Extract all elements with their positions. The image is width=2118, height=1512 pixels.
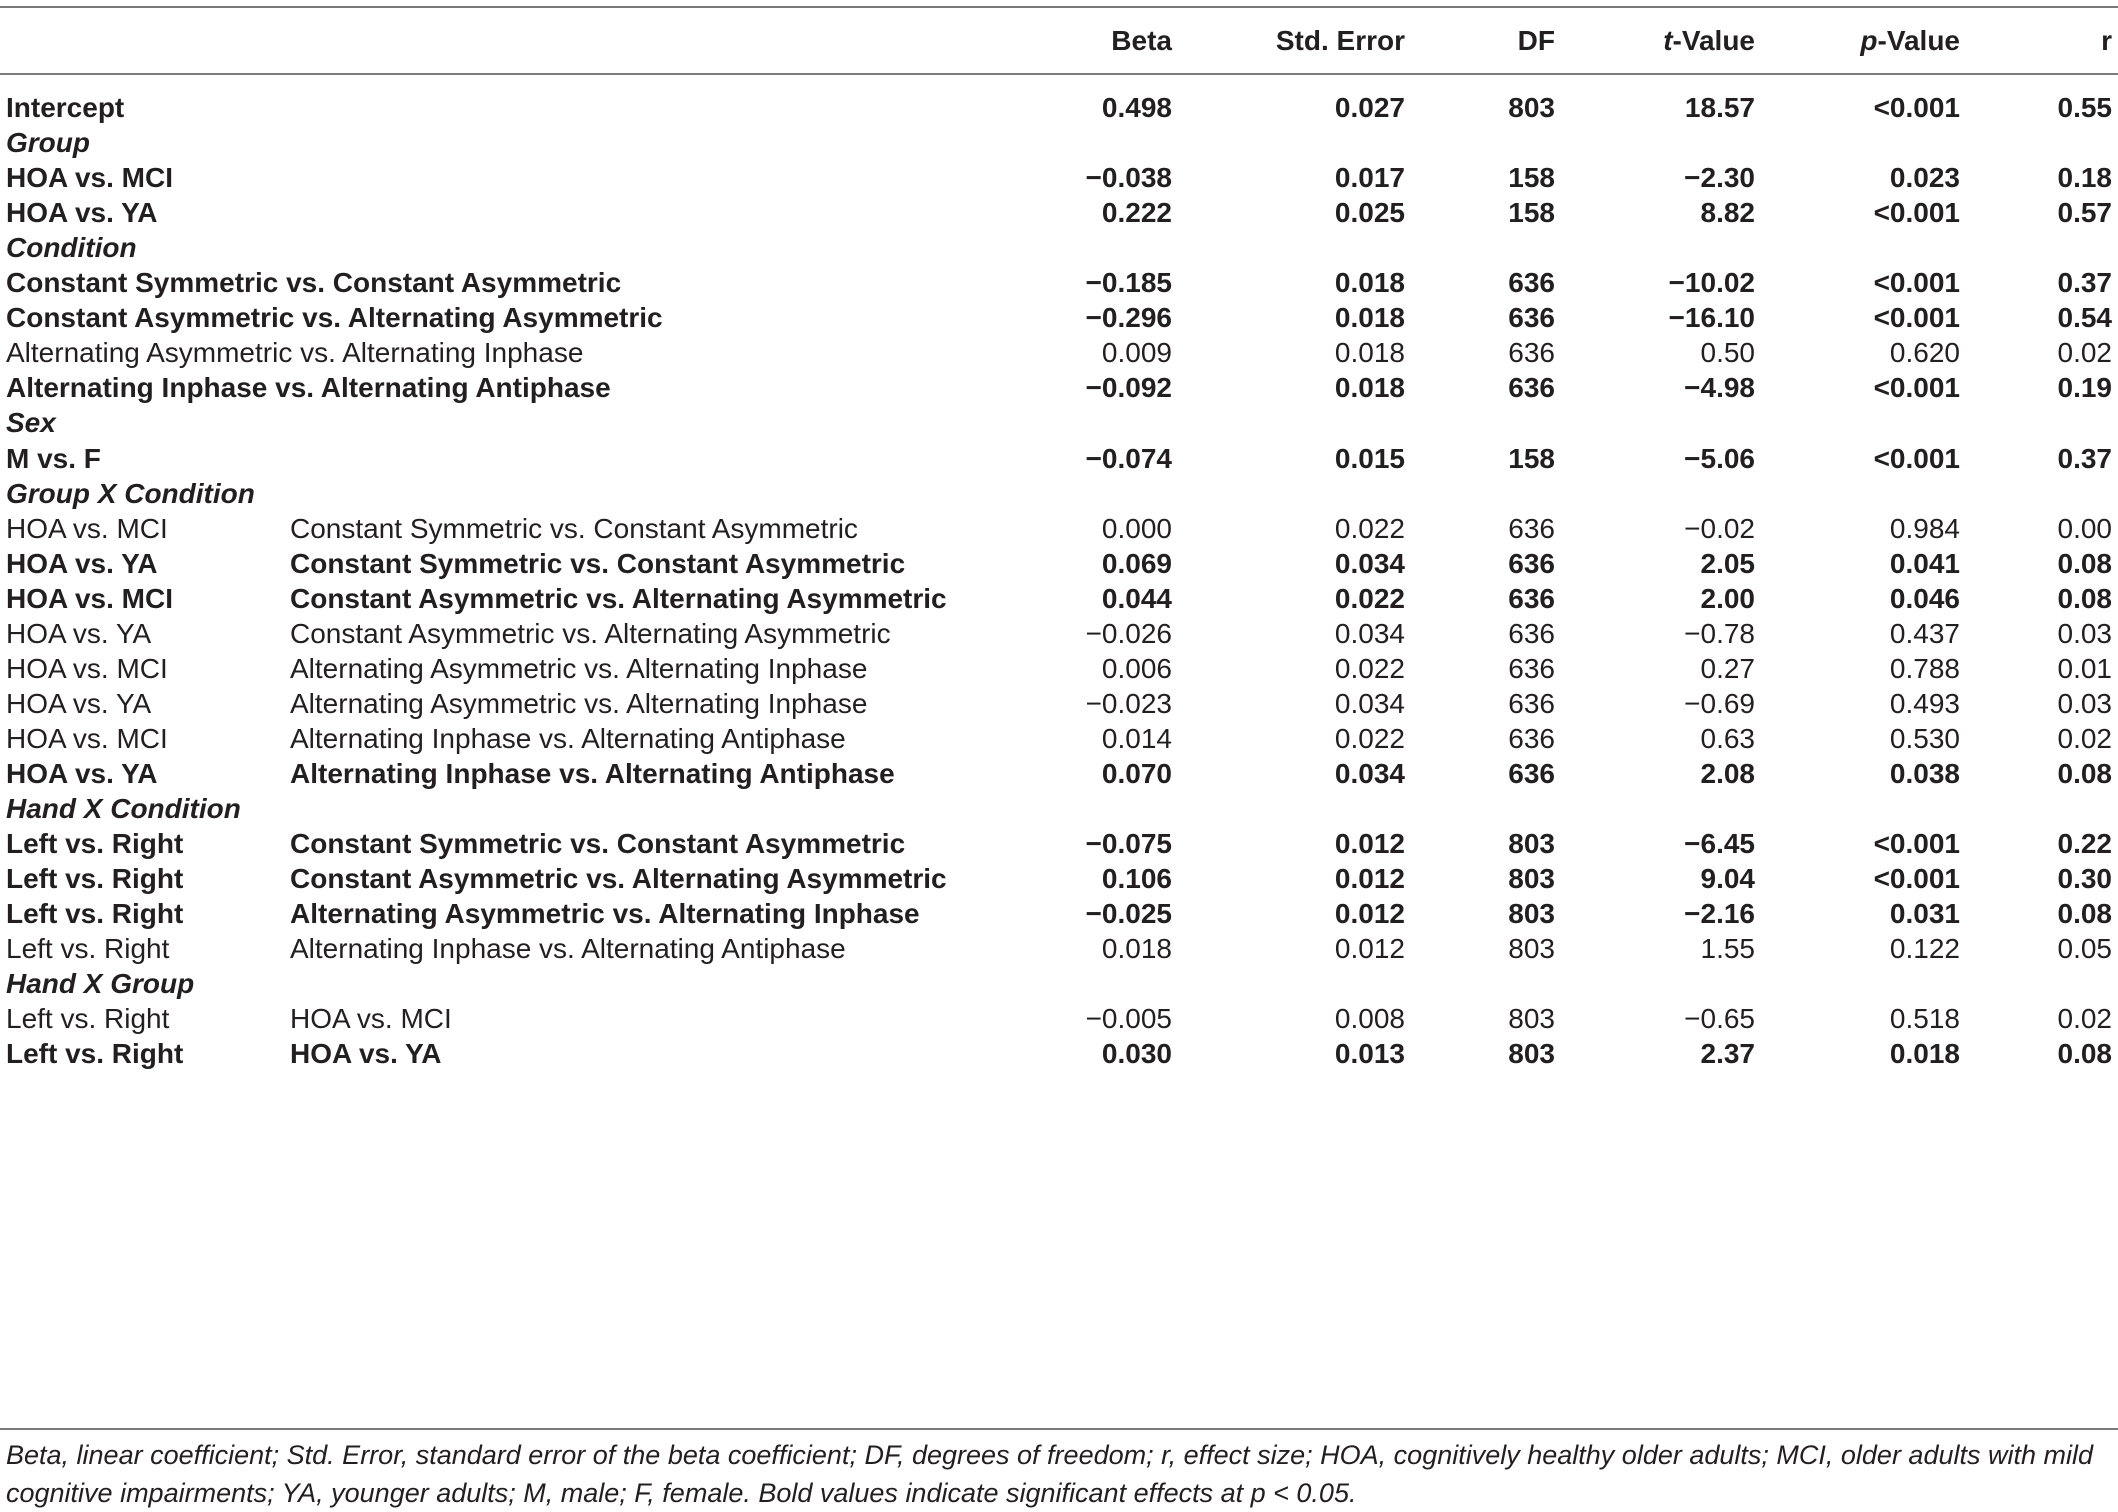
- p-value-cell: 0.122: [1889, 933, 1960, 965]
- std-error-cell: 0.012: [1334, 898, 1405, 930]
- p-value-cell: <0.001: [1873, 863, 1960, 895]
- r-cell: 0.37: [2057, 267, 2112, 299]
- t-value-cell: −0.78: [1684, 617, 1755, 649]
- df-cell: 636: [1508, 337, 1555, 369]
- beta-cell: −0.005: [1085, 1003, 1172, 1035]
- r-cell: 0.02: [2057, 1003, 2112, 1035]
- df-cell: 636: [1508, 617, 1555, 649]
- t-value-cell: 2.00: [1700, 582, 1755, 614]
- std-error-cell: 0.027: [1334, 92, 1405, 123]
- r-cell: 0.55: [2057, 92, 2112, 123]
- effect-cell: Constant Asymmetric vs. Alternating Asymmetric: [6, 302, 663, 334]
- t-value-cell: −10.02: [1668, 267, 1755, 299]
- r-cell: 0.08: [2057, 757, 2112, 789]
- header-df: DF: [1517, 25, 1555, 56]
- df-cell: 636: [1508, 687, 1555, 719]
- df-cell: 803: [1508, 863, 1555, 895]
- t-value-cell: −2.30: [1684, 162, 1755, 194]
- p-value-cell: <0.001: [1873, 92, 1960, 123]
- header-t-italic: t: [1663, 25, 1673, 56]
- df-cell: 803: [1508, 1003, 1555, 1035]
- t-value-cell: 2.08: [1700, 757, 1755, 789]
- df-cell: 636: [1508, 302, 1555, 334]
- std-error-cell: 0.025: [1334, 197, 1405, 229]
- beta-cell: 0.106: [1101, 863, 1172, 895]
- effect-cell: Left vs. Right: [6, 898, 184, 930]
- table-header-rule: [0, 73, 2118, 75]
- df-cell: 158: [1508, 197, 1555, 229]
- p-value-cell: 0.018: [1889, 1038, 1960, 1070]
- p-value-cell: <0.001: [1873, 302, 1960, 334]
- beta-cell: 0.498: [1101, 92, 1172, 123]
- p-value-cell: 0.620: [1889, 337, 1960, 369]
- t-value-cell: −6.45: [1684, 828, 1755, 860]
- t-value-cell: −0.69: [1684, 687, 1755, 719]
- df-cell: 636: [1508, 757, 1555, 789]
- r-cell: 0.00: [2057, 512, 2112, 544]
- p-value-cell: 0.041: [1889, 547, 1960, 579]
- sub-effect-cell: Alternating Asymmetric vs. Alternating Inphase: [290, 652, 868, 684]
- r-cell: 0.08: [2057, 582, 2112, 614]
- p-value-cell: 0.023: [1889, 162, 1960, 194]
- r-cell: 0.57: [2057, 197, 2112, 229]
- r-cell: 0.02: [2057, 337, 2112, 369]
- p-value-cell: 0.038: [1889, 757, 1960, 789]
- t-value-cell: 2.37: [1700, 1038, 1755, 1070]
- t-value-cell: 0.63: [1700, 722, 1755, 754]
- sub-effect-cell: Constant Asymmetric vs. Alternating Asymmetric: [290, 582, 947, 614]
- header-beta: Beta: [1111, 25, 1172, 56]
- p-value-cell: 0.437: [1889, 617, 1960, 649]
- r-cell: 0.03: [2057, 617, 2112, 649]
- df-cell: 636: [1508, 652, 1555, 684]
- sub-effect-cell: Constant Symmetric vs. Constant Asymmetric: [290, 828, 906, 860]
- p-value-cell: <0.001: [1873, 372, 1960, 404]
- effect-cell: Alternating Inphase vs. Alternating Antiphase: [6, 372, 611, 404]
- df-cell: 636: [1508, 512, 1555, 544]
- t-value-cell: 8.82: [1700, 197, 1755, 229]
- effect-cell: M vs. F: [6, 442, 101, 474]
- effect-cell: Left vs. Right: [6, 1038, 184, 1070]
- section-label: Condition: [6, 232, 137, 264]
- beta-cell: 0.006: [1101, 652, 1172, 684]
- effect-cell: Intercept: [6, 92, 125, 123]
- df-cell: 803: [1508, 933, 1555, 965]
- effect-cell: HOA vs. YA: [6, 687, 152, 719]
- p-value-cell: <0.001: [1873, 828, 1960, 860]
- df-cell: 803: [1508, 828, 1555, 860]
- p-value-cell: <0.001: [1873, 442, 1960, 474]
- sub-effect-cell: Alternating Inphase vs. Alternating Antiphase: [290, 933, 846, 965]
- beta-cell: 0.009: [1101, 337, 1172, 369]
- r-cell: 0.08: [2057, 1038, 2112, 1070]
- sub-effect-cell: Constant Symmetric vs. Constant Asymmetric: [290, 547, 906, 579]
- header-t-rest: -Value: [1672, 25, 1755, 56]
- std-error-cell: 0.034: [1334, 547, 1405, 579]
- beta-cell: −0.025: [1085, 898, 1172, 930]
- sub-effect-cell: Constant Asymmetric vs. Alternating Asymmetric: [290, 617, 891, 649]
- sub-effect-cell: Alternating Asymmetric vs. Alternating Inphase: [290, 687, 868, 719]
- p-value-cell: 0.984: [1889, 512, 1960, 544]
- p-value-cell: 0.493: [1889, 687, 1960, 719]
- r-cell: 0.03: [2057, 687, 2112, 719]
- effect-cell: HOA vs. YA: [6, 547, 158, 579]
- section-label: Hand X Group: [6, 968, 195, 1000]
- header-p-rest: -Value: [1877, 25, 1960, 56]
- sub-effect-cell: HOA vs. YA: [290, 1038, 442, 1070]
- std-error-cell: 0.018: [1334, 302, 1405, 334]
- std-error-cell: 0.013: [1334, 1038, 1405, 1070]
- beta-cell: −0.092: [1085, 372, 1172, 404]
- beta-cell: 0.014: [1101, 722, 1172, 754]
- std-error-cell: 0.015: [1334, 442, 1405, 474]
- t-value-cell: 9.04: [1700, 863, 1755, 895]
- std-error-cell: 0.034: [1334, 757, 1405, 789]
- beta-cell: 0.000: [1101, 512, 1172, 544]
- beta-cell: 0.069: [1101, 547, 1172, 579]
- t-value-cell: 18.57: [1684, 92, 1755, 123]
- t-value-cell: −0.65: [1684, 1003, 1755, 1035]
- sub-effect-cell: Constant Asymmetric vs. Alternating Asymmetric: [290, 863, 947, 895]
- t-value-cell: 2.05: [1700, 547, 1755, 579]
- p-value-cell: 0.518: [1889, 1003, 1960, 1035]
- beta-cell: 0.222: [1101, 197, 1172, 229]
- beta-cell: −0.023: [1085, 687, 1172, 719]
- t-value-cell: −5.06: [1684, 442, 1755, 474]
- effect-cell: Left vs. Right: [6, 828, 184, 860]
- p-value-cell: <0.001: [1873, 267, 1960, 299]
- header-r: r: [2101, 25, 2112, 56]
- effect-cell: HOA vs. YA: [6, 757, 158, 789]
- beta-cell: 0.030: [1101, 1038, 1172, 1070]
- std-error-cell: 0.034: [1334, 617, 1405, 649]
- df-cell: 803: [1508, 92, 1555, 123]
- df-cell: 636: [1508, 582, 1555, 614]
- std-error-cell: 0.022: [1334, 512, 1405, 544]
- header-p-value: [1860, 16, 1960, 66]
- r-cell: 0.02: [2057, 722, 2112, 754]
- r-cell: 0.37: [2057, 442, 2112, 474]
- section-label: Group X Condition: [6, 477, 255, 509]
- p-value-cell: 0.031: [1889, 898, 1960, 930]
- std-error-cell: 0.018: [1334, 337, 1405, 369]
- table-footnote: Beta, linear coefficient; Std. Error, standard error of the beta coefficient; DF, degrees of freedom; r, effect size; HOA, cognitively healthy older adults; MCI, older adults with mild cognitive impairments; YA, younger adults; M, male; F, female. Bold values indicate significant effects at p < 0.05.: [6, 1440, 2094, 1508]
- r-cell: 0.08: [2057, 547, 2112, 579]
- effect-cell: HOA vs. MCI: [6, 722, 168, 754]
- header-t-value: [1663, 16, 1755, 66]
- table-top-rule: [0, 6, 2118, 8]
- df-cell: 636: [1508, 267, 1555, 299]
- std-error-cell: 0.012: [1334, 933, 1405, 965]
- std-error-cell: 0.012: [1334, 863, 1405, 895]
- effect-cell: HOA vs. YA: [6, 197, 158, 229]
- r-cell: 0.18: [2057, 162, 2112, 194]
- sub-effect-cell: Alternating Inphase vs. Alternating Antiphase: [290, 722, 846, 754]
- header-p-italic: p: [1860, 25, 1878, 56]
- std-error-cell: 0.012: [1334, 828, 1405, 860]
- sub-effect-cell: Alternating Inphase vs. Alternating Antiphase: [290, 757, 895, 789]
- t-value-cell: −16.10: [1668, 302, 1755, 334]
- beta-cell: −0.038: [1085, 162, 1172, 194]
- effect-cell: Constant Symmetric vs. Constant Asymmetric: [6, 267, 622, 299]
- effect-cell: HOA vs. YA: [6, 617, 152, 649]
- effect-cell: Left vs. Right: [6, 1003, 170, 1035]
- effect-cell: HOA vs. MCI: [6, 162, 173, 194]
- sub-effect-cell: HOA vs. MCI: [290, 1003, 452, 1035]
- r-cell: 0.19: [2057, 372, 2112, 404]
- p-value-cell: 0.530: [1889, 722, 1960, 754]
- std-error-cell: 0.034: [1334, 687, 1405, 719]
- df-cell: 636: [1508, 722, 1555, 754]
- df-cell: 636: [1508, 372, 1555, 404]
- sub-effect-cell: Alternating Asymmetric vs. Alternating Inphase: [290, 898, 920, 930]
- std-error-cell: 0.022: [1334, 652, 1405, 684]
- df-cell: 158: [1508, 162, 1555, 194]
- beta-cell: 0.044: [1101, 582, 1172, 614]
- df-cell: 803: [1508, 898, 1555, 930]
- effect-cell: Left vs. Right: [6, 863, 184, 895]
- p-value-cell: 0.046: [1889, 582, 1960, 614]
- t-value-cell: 0.50: [1700, 337, 1755, 369]
- std-error-cell: 0.022: [1334, 722, 1405, 754]
- df-cell: 158: [1508, 442, 1555, 474]
- effect-cell: Left vs. Right: [6, 933, 170, 965]
- beta-cell: 0.018: [1101, 933, 1172, 965]
- r-cell: 0.08: [2057, 898, 2112, 930]
- header-std-error: Std. Error: [1275, 25, 1405, 56]
- section-label: Group: [6, 127, 90, 159]
- std-error-cell: 0.017: [1334, 162, 1405, 194]
- df-cell: 636: [1508, 547, 1555, 579]
- beta-cell: −0.296: [1085, 302, 1172, 334]
- table-row: [0, 1030, 2118, 1077]
- effect-cell: Alternating Asymmetric vs. Alternating Inphase: [6, 337, 584, 369]
- effect-cell: HOA vs. MCI: [6, 582, 173, 614]
- beta-cell: −0.074: [1085, 442, 1172, 474]
- r-cell: 0.22: [2057, 828, 2112, 860]
- t-value-cell: 1.55: [1700, 933, 1755, 965]
- std-error-cell: 0.018: [1334, 372, 1405, 404]
- std-error-cell: 0.018: [1334, 267, 1405, 299]
- beta-cell: −0.075: [1085, 828, 1172, 860]
- t-value-cell: −2.16: [1684, 898, 1755, 930]
- std-error-cell: 0.008: [1334, 1003, 1405, 1035]
- table-bottom-rule: [0, 1428, 2118, 1430]
- r-cell: 0.54: [2057, 302, 2112, 334]
- section-label: Sex: [6, 407, 56, 439]
- t-value-cell: −4.98: [1684, 372, 1755, 404]
- section-label: Hand X Condition: [6, 793, 241, 824]
- r-cell: 0.30: [2057, 863, 2112, 895]
- std-error-cell: 0.022: [1334, 582, 1405, 614]
- df-cell: 803: [1508, 1038, 1555, 1070]
- sub-effect-cell: Constant Symmetric vs. Constant Asymmetric: [290, 512, 858, 544]
- p-value-cell: 0.788: [1889, 652, 1960, 684]
- beta-cell: −0.185: [1085, 267, 1172, 299]
- beta-cell: 0.070: [1101, 757, 1172, 789]
- p-value-cell: <0.001: [1873, 197, 1960, 229]
- effect-cell: HOA vs. MCI: [6, 652, 168, 684]
- effect-cell: HOA vs. MCI: [6, 512, 168, 544]
- r-cell: 0.05: [2057, 933, 2112, 965]
- r-cell: 0.01: [2057, 652, 2112, 684]
- t-value-cell: −0.02: [1684, 512, 1755, 544]
- t-value-cell: 0.27: [1700, 652, 1755, 684]
- beta-cell: −0.026: [1085, 617, 1172, 649]
